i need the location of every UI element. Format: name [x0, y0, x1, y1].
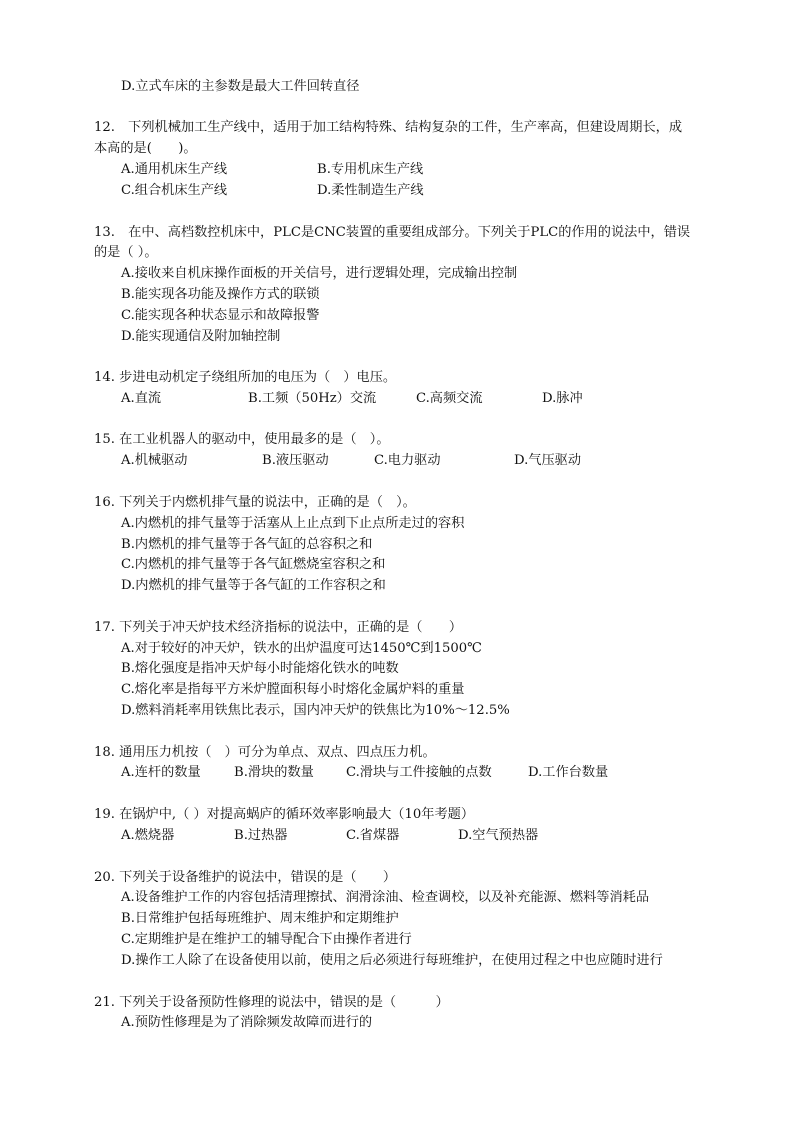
question-13-option-a: A.接收来自机床操作面板的开关信号，进行逻辑处理，完成输出控制 [121, 266, 518, 281]
question-20-option-c: C.定期维护是在维护工的辅导配合下由操作者进行 [121, 932, 412, 947]
question-18-stem: 18. 通用压力机按（ ）可分为单点、双点、四点压力机。 [94, 745, 436, 760]
question-15-option-c: C.电力驱动 [374, 453, 441, 468]
question-19-option-c: C.省煤器 [346, 828, 400, 843]
question-17-option-b: B.熔化强度是指冲天炉每小时能熔化铁水的吨数 [121, 661, 399, 676]
question-13-stem-cont: 的是（ ）。 [94, 245, 158, 260]
question-16-option-b: B.内燃机的排气量等于各气缸的总容积之和 [121, 537, 373, 552]
question-19-option-a: A.燃烧器 [121, 828, 175, 843]
question-20-option-d: D.操作工人除了在设备使用以前，使用之后必须进行每班维护，在使用过程之中也应随时进行 [121, 953, 663, 968]
question-18-option-a: A.连杆的数量 [121, 765, 201, 780]
question-18-option-d: D.工作台数量 [528, 765, 609, 780]
question-15-option-a: A.机械驱动 [121, 453, 188, 468]
question-16-option-c: C.内燃机的排气量等于各气缸燃烧室容积之和 [121, 557, 386, 572]
question-15-stem: 15. 在工业机器人的驱动中，使用最多的是（ ）。 [94, 432, 390, 447]
question-19-option-d: D.空气预热器 [458, 828, 539, 843]
question-13-option-b: B.能实现各功能及操作方式的联锁 [121, 287, 320, 302]
question-17-option-a: A.对于较好的冲天炉，铁水的出炉温度可达1450℃到1500℃ [121, 641, 482, 656]
question-12-option-a: A.通用机床生产线 [121, 162, 228, 177]
question-16-option-d: D.内燃机的排气量等于各气缸的工作容积之和 [121, 578, 386, 593]
question-15-option-d: D.气压驱动 [514, 453, 582, 468]
question-17-option-c: C.熔化率是指每平方米炉膛面积每小时熔化金属炉料的重量 [121, 682, 465, 697]
question-17-option-d: D.燃料消耗率用铁焦比表示，国内冲天炉的铁焦比为10%～12.5% [121, 703, 510, 718]
question-14-option-c: C.高频交流 [416, 391, 483, 406]
question-12-option-b: B.专用机床生产线 [317, 162, 424, 177]
question-19-option-b: B.过热器 [234, 828, 288, 843]
question-18-option-c: C.滑块与工件接触的点数 [346, 765, 492, 780]
question-12-stem-cont: 本高的是( )。 [94, 141, 197, 156]
question-12-option-c: C.组合机床生产线 [121, 183, 228, 198]
question-19-stem: 19. 在锅炉中,（ ）对提高蜗庐的循环效率影响最大（10年考题） [94, 807, 475, 822]
question-21-stem: 21. 下列关于设备预防性修理的说法中，错误的是（ ） [94, 995, 449, 1010]
question-20-option-a: A.设备维护工作的内容包括清理擦拭、润滑涂油、检查调校，以及补充能源、燃料等消耗品 [121, 890, 650, 905]
question-13-option-d: D.能实现通信及附加轴控制 [121, 329, 281, 344]
question-13-stem: 13. 在中、高档数控机床中，PLC是CNC装置的重要组成部分。下列关于PLC的作用的说法中，错误 [94, 225, 691, 240]
question-16-stem: 16. 下列关于内燃机排气量的说法中，正确的是（ ）。 [94, 495, 416, 510]
question-14-option-d: D.脉冲 [542, 391, 583, 406]
question-18-option-b: B.滑块的数量 [234, 765, 314, 780]
question-15-option-b: B.液压驱动 [262, 453, 329, 468]
question-20-stem: 20. 下列关于设备维护的说法中，错误的是（ ） [94, 870, 397, 885]
question-12-option-d: D.柔性制造生产线 [317, 183, 424, 198]
question-14-option-a: A.直流 [121, 391, 162, 406]
question-17-stem: 17. 下列关于冲天炉技术经济指标的说法中，正确的是（ ） [94, 620, 463, 635]
question-13-option-c: C.能实现各种状态显示和故障报警 [121, 308, 320, 323]
question-20-option-b: B.日常维护包括每班维护、周末维护和定期维护 [121, 911, 399, 926]
question-16-option-a: A.内燃机的排气量等于活塞从上止点到下止点所走过的容积 [121, 516, 465, 531]
question-14-stem: 14. 步进电动机定子绕组所加的电压为（ ）电压。 [94, 370, 397, 385]
question-14-option-b: B.工频（50Hz）交流 [248, 391, 377, 406]
question-21-option-a: A.预防性修理是为了消除频发故障而进行的 [121, 1015, 373, 1030]
option-d-prev: D.立式车床的主参数是最大工件回转直径 [121, 79, 360, 94]
question-12-stem: 12. 下列机械加工生产线中，适用于加工结构特殊、结构复杂的工件，生产率高，但建设周期长，成 [94, 120, 683, 135]
